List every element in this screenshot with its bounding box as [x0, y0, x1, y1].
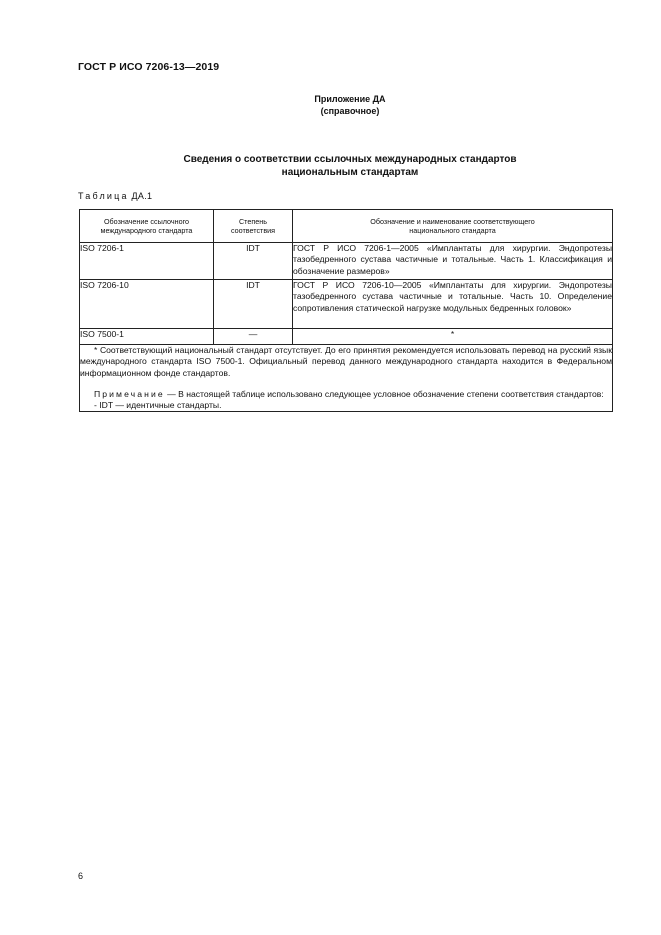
table-row: [80, 280, 613, 329]
document-code-header: ГОСТ Р ИСО 7206-13—2019: [78, 61, 220, 73]
footnote: * Соответствующий национальный стандарт отсутствует. До его принятия рекомендуется использовать перевод на русский язык международного стандарта ISO 7500-1. Официальный перевод данного международного стандарта находится в Федеральном информационном фонде стандартов.: [80, 345, 612, 378]
cell-national-standard: ГОСТ Р ИСО 7206-10—2005 «Имплантаты для хирургии. Эндопротезы тазобедренного сустава частичные и тотальные. Часть 10. Определение сопротивления статической нагрузке модульных бедренных головок»: [293, 280, 613, 329]
cell-national-standard: ГОСТ Р ИСО 7206-1—2005 «Имплантаты для хирургии. Эндопротезы тазобедренного сустава частичные и тотальные. Часть 1. Классификация и обозначение размеров»: [293, 243, 613, 280]
header-iso-designation: Обозначение ссылочного международного стандарта: [80, 210, 214, 243]
table-row: [80, 329, 613, 345]
table-notes: [80, 345, 613, 412]
table-row: [80, 243, 613, 280]
cell-iso: ISO 7500-1: [80, 329, 214, 345]
cell-degree: —: [214, 329, 293, 345]
table-notes-row: [80, 345, 613, 412]
table-caption-id: ДА.1: [131, 191, 153, 201]
section-title-line1: Сведения о соответствии ссылочных международных стандартов: [183, 154, 517, 165]
section-title-line2: национальным стандартам: [281, 167, 419, 178]
table-header-row: [80, 210, 613, 243]
standards-table: [79, 209, 613, 412]
cell-degree: IDT: [214, 280, 293, 329]
page-number: 6: [78, 871, 84, 881]
note-text: — В настоящей таблице использовано следующее условное обозначение степени соответствия стандартов:: [164, 388, 604, 399]
appendix-subtitle: (справочное): [320, 105, 380, 116]
note: [80, 389, 612, 400]
note-label: Примечание: [94, 388, 165, 399]
cell-degree: IDT: [214, 243, 293, 280]
cell-national-standard: *: [293, 329, 613, 345]
table-caption-word: Таблица: [78, 191, 129, 201]
cell-iso: ISO 7206-1: [80, 243, 214, 280]
section-title: [120, 153, 580, 179]
table-caption: [78, 191, 152, 201]
note-item: - IDT — идентичные стандарты.: [94, 400, 222, 411]
appendix-title: Приложение ДА: [314, 94, 386, 104]
appendix-heading: [200, 94, 500, 117]
header-national-standard: Обозначение и наименование соответствующего национального стандарта: [293, 210, 613, 243]
header-degree: Степень соответствия: [214, 210, 293, 243]
cell-iso: ISO 7206-10: [80, 280, 214, 329]
